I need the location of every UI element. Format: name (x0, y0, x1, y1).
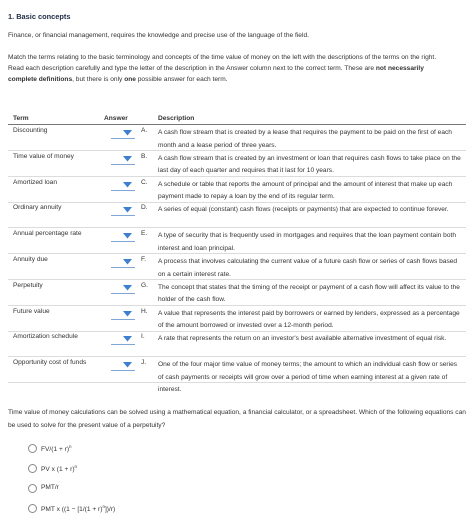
term-label: Amortization schedule (13, 333, 78, 341)
option-label: PV x $(1 + r)^n$ (41, 464, 78, 474)
description-letter: I. (141, 333, 145, 341)
description-letter: F. (141, 256, 147, 263)
description-text: A cash flow stream that is created by a lease that requires the payment to be paid on the first of each month and a lease period of three years. (158, 129, 452, 149)
description-letter: J. (141, 359, 147, 367)
table-row (8, 305, 466, 332)
answer-dropdown[interactable] (111, 334, 135, 345)
description-text: A type of security that is frequently used in mortgages and requires that the loan payment contain both interest and loan principal. (158, 232, 456, 252)
answer-dropdown[interactable] (111, 205, 135, 216)
chevron-down-icon (123, 259, 132, 265)
description-text: The concept that states that the timing of the receipt or payment of a cash flow will affect its value to the holder of the cash flow. (158, 283, 460, 304)
radio-button[interactable] (28, 504, 37, 513)
term-label: Time value of money (13, 152, 74, 160)
radio-button[interactable] (28, 464, 37, 473)
term-label: Discounting (13, 127, 48, 134)
answer-dropdown[interactable] (111, 257, 135, 268)
term-label: Annual percentage rate (13, 230, 82, 238)
description-text: A process that involves calculating the current value of a future cash flow or series of cash flows based on a certain interest rate. (158, 258, 458, 278)
chevron-down-icon (123, 311, 132, 317)
table-row (8, 227, 466, 254)
chevron-down-icon (123, 233, 132, 239)
table-row (8, 356, 466, 394)
instructions-line2: Read each description carefully and type the letter of the description in the Answer column next to the correct term. These are not necessarily (8, 65, 424, 72)
description-letter: G. (141, 281, 148, 289)
answer-dropdown[interactable] (111, 154, 135, 165)
answer-dropdown[interactable] (111, 283, 135, 294)
chevron-down-icon (123, 285, 132, 291)
answer-dropdown[interactable] (111, 360, 135, 371)
chevron-down-icon (123, 362, 132, 368)
term-label: Amortized loan (13, 178, 57, 186)
chevron-down-icon (123, 207, 132, 213)
description-text: A cash flow stream that is created by an investment or loan that requires cash flows to take place on the last day of each quarter and requires that it last for 10 years. (158, 154, 461, 175)
description-letter: E. (141, 230, 148, 238)
option-label: PMT x $((1 - [1/(1 + r)^n])/r)$ (41, 504, 116, 514)
chevron-down-icon (123, 156, 132, 162)
intro-text: Finance, or financial management, requires the knowledge and precise use of the language of the field. (8, 32, 309, 39)
description-letter: D. (141, 204, 148, 212)
radio-button[interactable] (28, 484, 37, 493)
option-label: PMT/r (41, 484, 59, 491)
header-term: Term (13, 115, 29, 122)
chevron-down-icon (123, 182, 132, 188)
instructions-line3: complete definitions, but there is only one possible answer for each term. (8, 76, 228, 83)
description-letter: H. (141, 307, 148, 315)
description-text: A schedule or table that reports the amount of principal and the amount of interest that make up each payment made to repay a loan by the end of its regular term. (158, 180, 453, 201)
radio-button[interactable] (28, 444, 37, 453)
description-text: One of the four major time value of money terms; the amount to which an individual cash flow or series of cash payments or receipts will grow over a period of time when earning interest at a given rate of interest. (158, 361, 458, 394)
option-label: $FV/(1 + r)^n$ (41, 444, 72, 454)
table-row (8, 124, 466, 151)
term-label: Perpetuity (13, 281, 43, 289)
table-row (8, 201, 466, 228)
section-title: 1. Basic concepts (8, 12, 71, 21)
table-row (8, 150, 466, 177)
description-text: A series of equal (constant) cash flows (receipts or payments) that are expected to continue forever. (158, 206, 449, 214)
table-row (8, 279, 466, 306)
description-letter: A. (141, 127, 148, 134)
description-letter: B. (141, 152, 148, 160)
answer-dropdown[interactable] (111, 128, 135, 139)
description-text: A rate that represents the return on an investor's best available alternative investment of equal risk. (158, 335, 447, 343)
chevron-down-icon (123, 336, 132, 342)
term-label: Opportunity cost of funds (13, 359, 87, 367)
term-label: Future value (13, 307, 50, 315)
description-letter: C. (141, 178, 148, 186)
instructions-line1: Match the terms relating to the basic terminology and concepts of the time value of money on the left with the descriptions of the terms on the right. (8, 54, 437, 61)
answer-dropdown[interactable] (111, 309, 135, 320)
table-row (8, 330, 466, 357)
table-row (8, 253, 466, 280)
answer-dropdown[interactable] (111, 180, 135, 191)
chevron-down-icon (123, 130, 132, 136)
table-row (8, 176, 466, 203)
header-description: Description (158, 115, 195, 122)
description-text: A value that represents the interest paid by borrowers or earned by lenders, expressed as a percentage of the amount borrowed or invested over a 12-month period. (158, 309, 460, 330)
header-answer: Answer (104, 115, 128, 122)
term-label: Ordinary annuity (13, 204, 62, 212)
term-label: Annuity due (13, 256, 48, 263)
question-text: Time value of money calculations can be solved using a mathematical equation, a financial calculator, or a spreadsheet. Which of the following equations can be used to solve for the present value of a perpetuity? (8, 409, 466, 429)
answer-dropdown[interactable] (111, 231, 135, 242)
